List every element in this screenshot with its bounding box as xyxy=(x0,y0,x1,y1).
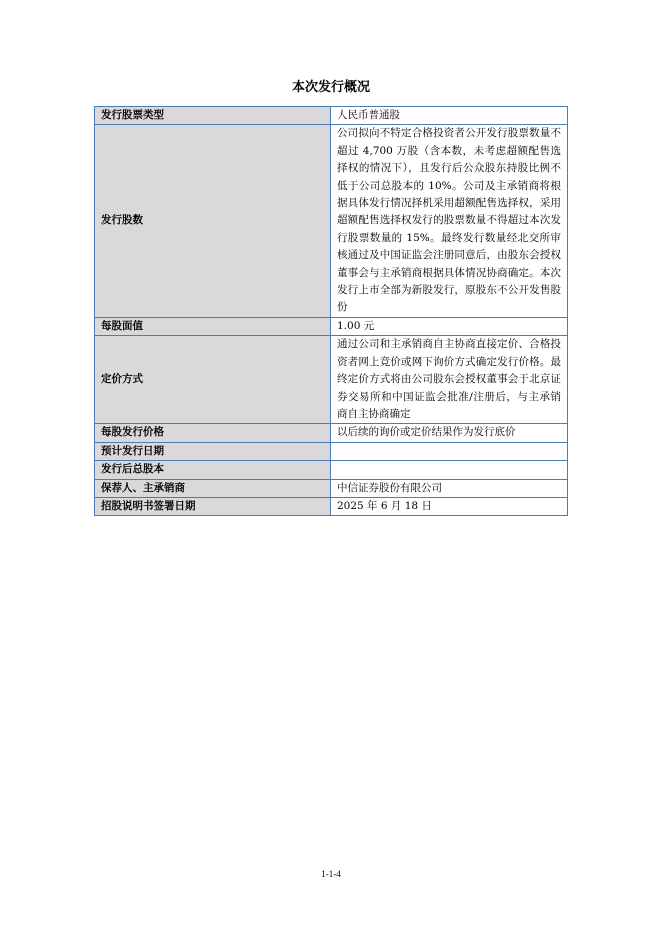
row-label-stock-type: 发行股票类型 xyxy=(95,107,331,125)
row-label-signing-date: 招股说明书签署日期 xyxy=(95,497,331,515)
row-label-par-value: 每股面值 xyxy=(95,317,331,335)
table-row xyxy=(95,125,568,317)
row-label-issue-date: 预计发行日期 xyxy=(95,442,331,460)
table-row xyxy=(95,336,568,424)
page-number: 1-1-4 xyxy=(321,869,341,879)
table-row xyxy=(95,497,568,515)
row-label-total-shares: 发行后总股本 xyxy=(95,461,331,479)
table-row xyxy=(95,107,568,125)
row-label-issue-price: 每股发行价格 xyxy=(95,424,331,442)
row-value-share-count: 公司拟向不特定合格投资者公开发行股票数量不超过 4,700 万股（含本数，未考虑超额配售选择权的情况下），且发行后公众股东持股比例不低于公司总股本的 10%。公司及主承销商将根据具体发行情况择机采用超额配售选择权，采用超额配售选择权发行的股票数量不得超过本次发行股票数量的 15%。最终发行数量经北交所审核通过及中国证监会注册同意后，由股东会授权董事会与主承销商根据具体情况协商确定。本次发行上市全部为新股发行，原股东不公开发售股份 xyxy=(331,125,568,317)
row-value-issue-date xyxy=(331,442,568,460)
table-row xyxy=(95,442,568,460)
page-title: 本次发行概况 xyxy=(291,80,370,95)
row-value-sponsor: 中信证券股份有限公司 xyxy=(331,479,568,497)
row-label-pricing-method: 定价方式 xyxy=(95,336,331,424)
table-row xyxy=(95,317,568,335)
row-value-stock-type: 人民币普通股 xyxy=(331,107,568,125)
row-value-par-value: 1.00 元 xyxy=(331,317,568,335)
offering-overview-table xyxy=(94,106,568,516)
row-label-sponsor: 保荐人、主承销商 xyxy=(95,479,331,497)
row-value-issue-price: 以后续的询价或定价结果作为发行底价 xyxy=(331,424,568,442)
table-row xyxy=(95,424,568,442)
row-value-signing-date: 2025 年 6 月 18 日 xyxy=(331,497,568,515)
row-value-total-shares xyxy=(331,461,568,479)
row-value-pricing-method: 通过公司和主承销商自主协商直接定价、合格投资者网上竞价或网下询价方式确定发行价格。最终定价方式将由公司股东会授权董事会于北京证券交易所和中国证监会批准/注册后，与主承销商自主协商确定 xyxy=(331,336,568,424)
table-row xyxy=(95,461,568,479)
row-label-share-count: 发行股数 xyxy=(95,125,331,317)
table-row xyxy=(95,479,568,497)
